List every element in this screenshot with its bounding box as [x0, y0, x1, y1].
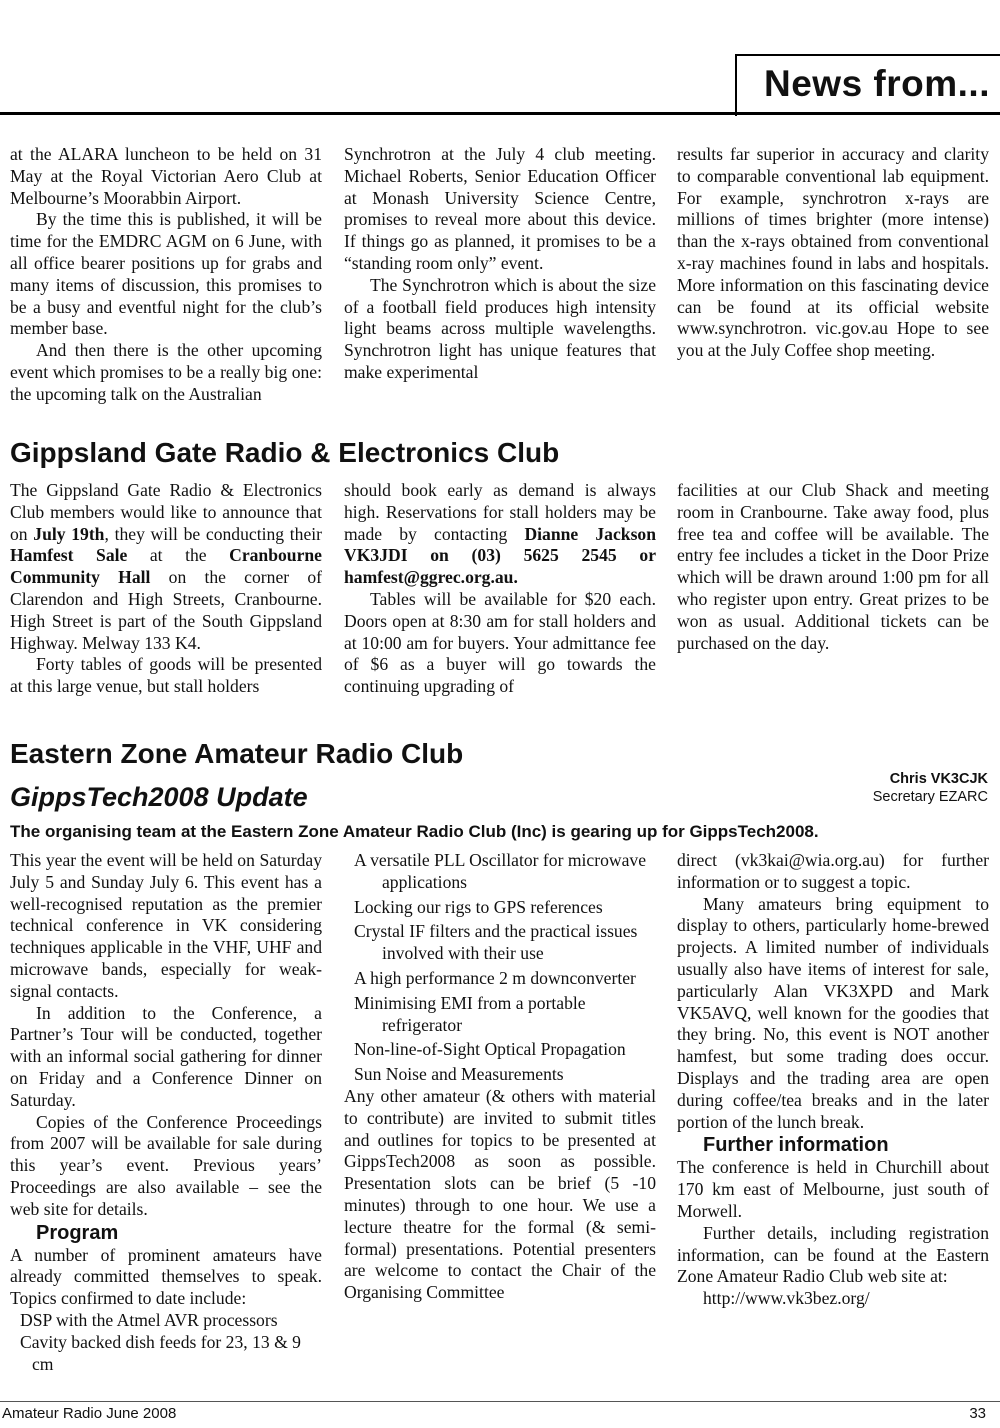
paragraph: And then there is the other upcoming event which promises to be a really big one: the upcoming talk on the Australian	[10, 340, 322, 404]
list-item: A versatile PLL Oscillator for microwave applications	[354, 850, 646, 892]
topic-list	[10, 1310, 322, 1375]
banner-rule	[0, 112, 1000, 115]
list-item: Crystal IF filters and the practical issues involved with their use	[354, 921, 638, 964]
list-item: A high performance 2 m downconverter	[354, 967, 636, 988]
paragraph: results far superior in accuracy and clarity to comparable conventional lab equipment. For example, synchrotron x-rays are millions of times brighter (more intense) than the x-rays obtained from conventional x-ray machines found in labs and hospitals. More information on this fascinating device can be found at its official website www.synchrotron. vic.gov.au Hope to see you at the July Coffee shop meeting.	[677, 144, 989, 361]
ezarc-col-2	[344, 850, 656, 1304]
topic-list	[344, 850, 656, 1086]
paragraph: The conference is held in Churchill about 170 km east of Melbourne, just south of Morwell.	[677, 1157, 989, 1221]
author-role: Secretary EZARC	[872, 789, 988, 805]
ezarc-title: Eastern Zone Amateur Radio Club	[10, 738, 464, 769]
list-item: DSP with the Atmel AVR processors	[20, 1309, 278, 1330]
gippsland-col-2	[344, 480, 656, 698]
author-name: Chris VK3CJK	[889, 771, 988, 787]
ezarc-col-1	[10, 850, 322, 1375]
gippsland-col-1	[10, 480, 322, 698]
paragraph: This year the event will be held on Saturday July 5 and Sunday July 6. This event has a well-recognised reputation as the premier technical conference in VK considering techniques applicable in the VHF, UHF and microwave bands, especially for weak-signal contacts.	[10, 850, 322, 1001]
paragraph: should book early as demand is always high. Reservations for stall holders may be made by contacting Dianne Jackson VK3JDI on (03) 5625 2545 or hamfest@ggrec.org.au.	[344, 480, 656, 588]
top-article-col-2	[344, 144, 656, 384]
ezarc-col-3	[677, 850, 989, 1310]
page-number: 33	[969, 1405, 986, 1422]
paragraph: By the time this is published, it will be time for the EMDRC AGM on 6 June, with all office bearer positions up for grabs and many items of discussion, this promises to be a busy and eventful night for the club’s member base.	[10, 209, 322, 339]
list-item: Locking our rigs to GPS references	[354, 896, 603, 917]
paragraph: Forty tables of goods will be presented at this large venue, but stall holders	[10, 654, 322, 697]
paragraph: The Gippsland Gate Radio & Electronics Club members would like to announce that on July 19th, they will be conducting their Hamfest Sale at the Cranbourne Community Hall on the corner of Clarendon and High Streets, Cranbourne. High Street is part of the South Gippsland Highway. Melway 133 K4.	[10, 480, 322, 653]
paragraph: Synchrotron at the July 4 club meeting. Michael Roberts, Senior Education Officer at Monash University Science Centre, promises to reveal more about this device. If things go as planned, it promises to be a “standing room only” event.	[344, 144, 656, 273]
venue-name: Cranbourne Community Hall	[10, 545, 322, 588]
paragraph: Many amateurs bring equipment to display to others, particularly home-brewed projects. A limited number of individuals usually also have items of interest for sale, particularly Alan VK3XPD and Mark VK5AVQ, well known for the goodies that they bring. No, this event is NOT another hamfest, but some trading does occur. Displays and the trading area are open during coffee/tea breaks and in the later portion of the lunch break.	[677, 893, 989, 1132]
gippsland-col-3	[677, 480, 989, 654]
paragraph: A number of prominent amateurs have already committed themselves to speak. Topics confirmed to date include:	[10, 1244, 322, 1309]
list-item: Sun Noise and Measurements	[354, 1064, 564, 1085]
list-item: Non-line-of-Sight Optical Propagation	[354, 1039, 626, 1060]
club-website-link[interactable]: http://www.vk3bez.org/	[703, 1288, 870, 1309]
program-heading: Program	[36, 1221, 119, 1244]
footer-publication: Amateur Radio June 2008	[2, 1405, 177, 1422]
footer-rule	[0, 1401, 1000, 1402]
paragraph: facilities at our Club Shack and meeting room in Cranbourne. Take away food, plus free tea and coffee will be available. The entry fee includes a ticket in the Door Prize which will be drawn around 1:00 pm for all who register upon entry. Great prizes to be won as usual. Additional tickets can be purchased on the day.	[677, 480, 989, 653]
paragraph: Tables will be available for $20 each. Doors open at 8:30 am for stall holders and at 10:00 am for buyers. Your admittance fee of $6 as a buyer will go towards the continuing upgrading of	[344, 588, 656, 697]
paragraph: In addition to the Conference, a Partner’s Tour will be conducted, together with an informal social gathering for dinner on Friday and a Conference Dinner on Saturday.	[10, 1002, 322, 1110]
paragraph: The Synchrotron which is about the size of a football field produces high intensity light beams across multiple wavelengths. Synchrotron light has unique features that make experimental	[344, 274, 656, 382]
top-article-col-1	[10, 144, 322, 406]
paragraph: Any other amateur (& others with material to contribute) are invited to submit titles and outlines for topics to be presented at GippsTech2008 as soon as possible. Presentation slots can be brief (5 -10 minutes) through to one hour. We use a lecture theatre for the formal (& semi-formal) presentations. Potential presenters are welcome to contact the Chair of the Organising Committee	[344, 1085, 656, 1303]
contact-details: Dianne Jackson VK3JDI on (03) 5625 2545 or hamfest@ggrec.org.au.	[344, 523, 656, 588]
ezarc-subtitle: GippsTech2008 Update	[10, 782, 308, 812]
event-name: Hamfest Sale	[10, 545, 128, 566]
further-information-heading: Further information	[703, 1134, 889, 1157]
top-article-col-3	[677, 144, 989, 362]
list-item: Minimising EMI from a portable refrigerator	[354, 992, 586, 1035]
paragraph: Copies of the Conference Proceedings from 2007 will be available for sale during this year’s event. Previous years’ Proceedings are also available – see the web site for details.	[10, 1111, 322, 1219]
list-item: Cavity backed dish feeds for 23, 13 & 9 cm	[20, 1331, 301, 1374]
paragraph: direct (vk3kai@wia.org.au) for further information or to suggest a topic.	[677, 850, 989, 892]
section-banner: News from...	[764, 63, 990, 104]
author-block	[873, 770, 988, 806]
article-intro: The organising team at the Eastern Zone Amateur Radio Club (Inc) is gearing up for GippsTech2008.	[10, 822, 819, 841]
event-date: July 19th	[33, 523, 105, 544]
paragraph: Further details, including registration information, can be found at the Eastern Zone Amateur Radio Club web site at:	[677, 1222, 989, 1287]
gippsland-title: Gippsland Gate Radio & Electronics Club	[10, 437, 560, 468]
paragraph: at the ALARA luncheon to be held on 31 May at the Royal Victorian Aero Club at Melbourne’s Moorabbin Airport.	[10, 144, 322, 208]
